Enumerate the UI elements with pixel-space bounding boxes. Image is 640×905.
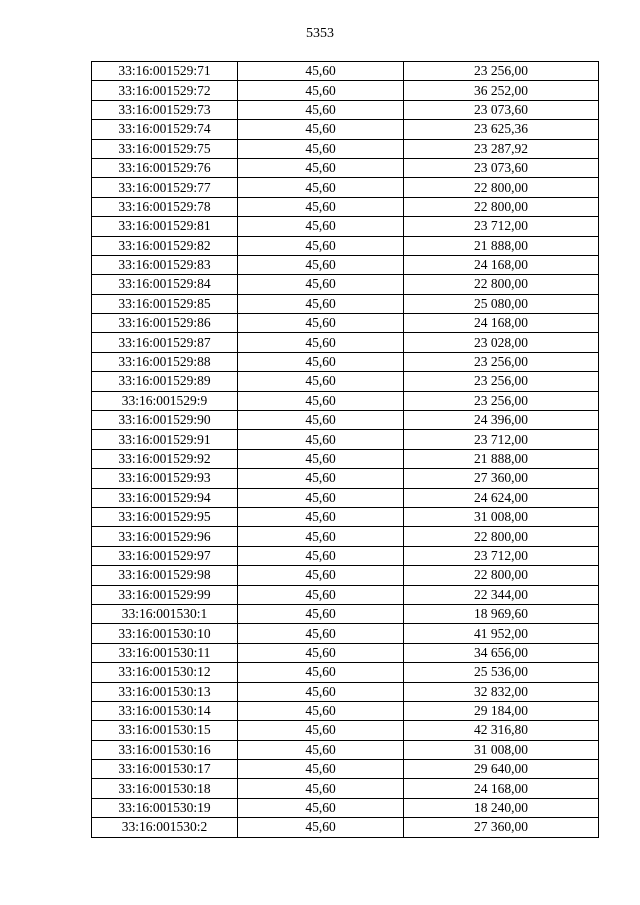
cadastral-number-cell: 33:16:001529:95 bbox=[92, 507, 238, 526]
area-cell: 45,60 bbox=[238, 488, 404, 507]
table-row bbox=[92, 488, 599, 507]
value-cell: 23 625,36 bbox=[404, 120, 599, 139]
area-cell: 45,60 bbox=[238, 779, 404, 798]
value-cell: 24 168,00 bbox=[404, 314, 599, 333]
value-cell: 27 360,00 bbox=[404, 818, 599, 837]
value-cell: 22 344,00 bbox=[404, 585, 599, 604]
cadastral-number-cell: 33:16:001529:86 bbox=[92, 314, 238, 333]
value-cell: 23 028,00 bbox=[404, 333, 599, 352]
area-cell: 45,60 bbox=[238, 120, 404, 139]
area-cell: 45,60 bbox=[238, 352, 404, 371]
area-cell: 45,60 bbox=[238, 158, 404, 177]
cadastral-number-cell: 33:16:001530:17 bbox=[92, 760, 238, 779]
area-cell: 45,60 bbox=[238, 255, 404, 274]
table-row bbox=[92, 585, 599, 604]
value-cell: 24 396,00 bbox=[404, 411, 599, 430]
cadastral-number-cell: 33:16:001530:2 bbox=[92, 818, 238, 837]
area-cell: 45,60 bbox=[238, 469, 404, 488]
cadastral-number-cell: 33:16:001529:92 bbox=[92, 449, 238, 468]
value-cell: 41 952,00 bbox=[404, 624, 599, 643]
value-cell: 21 888,00 bbox=[404, 449, 599, 468]
value-cell: 23 073,60 bbox=[404, 100, 599, 119]
cadastral-number-cell: 33:16:001529:98 bbox=[92, 566, 238, 585]
value-cell: 23 712,00 bbox=[404, 430, 599, 449]
value-cell: 18 969,60 bbox=[404, 604, 599, 623]
value-cell: 23 256,00 bbox=[404, 391, 599, 410]
table-row bbox=[92, 352, 599, 371]
cadastral-number-cell: 33:16:001529:9 bbox=[92, 391, 238, 410]
value-cell: 22 800,00 bbox=[404, 566, 599, 585]
table-row bbox=[92, 372, 599, 391]
area-cell: 45,60 bbox=[238, 81, 404, 100]
area-cell: 45,60 bbox=[238, 314, 404, 333]
table-row bbox=[92, 566, 599, 585]
page-number: 5353 bbox=[306, 26, 334, 41]
table-row bbox=[92, 721, 599, 740]
cadastral-number-cell: 33:16:001529:85 bbox=[92, 294, 238, 313]
cadastral-number-cell: 33:16:001530:14 bbox=[92, 701, 238, 720]
cadastral-number-cell: 33:16:001530:16 bbox=[92, 740, 238, 759]
cadastral-number-cell: 33:16:001529:89 bbox=[92, 372, 238, 391]
table-row bbox=[92, 818, 599, 837]
cadastral-number-cell: 33:16:001529:91 bbox=[92, 430, 238, 449]
value-cell: 22 800,00 bbox=[404, 527, 599, 546]
value-cell: 23 256,00 bbox=[404, 352, 599, 371]
table-row bbox=[92, 469, 599, 488]
area-cell: 45,60 bbox=[238, 217, 404, 236]
table-row bbox=[92, 701, 599, 720]
value-cell: 42 316,80 bbox=[404, 721, 599, 740]
table-row bbox=[92, 682, 599, 701]
area-cell: 45,60 bbox=[238, 275, 404, 294]
area-cell: 45,60 bbox=[238, 333, 404, 352]
cadastral-number-cell: 33:16:001529:99 bbox=[92, 585, 238, 604]
table-row bbox=[92, 120, 599, 139]
value-cell: 29 640,00 bbox=[404, 760, 599, 779]
area-cell: 45,60 bbox=[238, 100, 404, 119]
cadastral-number-cell: 33:16:001529:72 bbox=[92, 81, 238, 100]
table-row bbox=[92, 740, 599, 759]
table-row bbox=[92, 139, 599, 158]
table-row bbox=[92, 81, 599, 100]
table-row bbox=[92, 158, 599, 177]
value-cell: 36 252,00 bbox=[404, 81, 599, 100]
value-cell: 24 624,00 bbox=[404, 488, 599, 507]
area-cell: 45,60 bbox=[238, 391, 404, 410]
area-cell: 45,60 bbox=[238, 430, 404, 449]
area-cell: 45,60 bbox=[238, 740, 404, 759]
cadastral-number-cell: 33:16:001530:11 bbox=[92, 643, 238, 662]
area-cell: 45,60 bbox=[238, 721, 404, 740]
area-cell: 45,60 bbox=[238, 197, 404, 216]
table-row bbox=[92, 798, 599, 817]
cadastral-number-cell: 33:16:001529:93 bbox=[92, 469, 238, 488]
value-cell: 23 073,60 bbox=[404, 158, 599, 177]
table-row bbox=[92, 779, 599, 798]
table-row bbox=[92, 430, 599, 449]
cadastral-number-cell: 33:16:001529:88 bbox=[92, 352, 238, 371]
value-cell: 31 008,00 bbox=[404, 740, 599, 759]
cadastral-number-cell: 33:16:001529:83 bbox=[92, 255, 238, 274]
value-cell: 22 800,00 bbox=[404, 275, 599, 294]
cadastral-number-cell: 33:16:001529:94 bbox=[92, 488, 238, 507]
cadastral-number-cell: 33:16:001529:82 bbox=[92, 236, 238, 255]
cadastral-number-cell: 33:16:001529:81 bbox=[92, 217, 238, 236]
table-row bbox=[92, 62, 599, 81]
area-cell: 45,60 bbox=[238, 236, 404, 255]
table-row bbox=[92, 624, 599, 643]
area-cell: 45,60 bbox=[238, 643, 404, 662]
cadastral-number-cell: 33:16:001529:74 bbox=[92, 120, 238, 139]
value-cell: 24 168,00 bbox=[404, 255, 599, 274]
table-row bbox=[92, 217, 599, 236]
area-cell: 45,60 bbox=[238, 62, 404, 81]
table-body bbox=[92, 62, 599, 838]
cadastral-number-cell: 33:16:001530:13 bbox=[92, 682, 238, 701]
table-row bbox=[92, 178, 599, 197]
value-cell: 25 080,00 bbox=[404, 294, 599, 313]
value-cell: 23 287,92 bbox=[404, 139, 599, 158]
area-cell: 45,60 bbox=[238, 682, 404, 701]
cadastral-number-cell: 33:16:001529:77 bbox=[92, 178, 238, 197]
area-cell: 45,60 bbox=[238, 760, 404, 779]
area-cell: 45,60 bbox=[238, 798, 404, 817]
cadastral-number-cell: 33:16:001529:97 bbox=[92, 546, 238, 565]
value-cell: 25 536,00 bbox=[404, 663, 599, 682]
table-row bbox=[92, 411, 599, 430]
cadastral-number-cell: 33:16:001530:19 bbox=[92, 798, 238, 817]
table-row bbox=[92, 507, 599, 526]
table-row bbox=[92, 760, 599, 779]
table-row bbox=[92, 449, 599, 468]
table-row bbox=[92, 255, 599, 274]
cadastral-number-cell: 33:16:001529:90 bbox=[92, 411, 238, 430]
value-cell: 21 888,00 bbox=[404, 236, 599, 255]
value-cell: 23 256,00 bbox=[404, 372, 599, 391]
value-cell: 18 240,00 bbox=[404, 798, 599, 817]
area-cell: 45,60 bbox=[238, 178, 404, 197]
table-row bbox=[92, 275, 599, 294]
value-cell: 29 184,00 bbox=[404, 701, 599, 720]
cadastral-number-cell: 33:16:001530:1 bbox=[92, 604, 238, 623]
table-row bbox=[92, 663, 599, 682]
cadastral-number-cell: 33:16:001529:78 bbox=[92, 197, 238, 216]
table-row bbox=[92, 314, 599, 333]
cadastral-table bbox=[91, 61, 599, 838]
value-cell: 31 008,00 bbox=[404, 507, 599, 526]
cadastral-number-cell: 33:16:001529:96 bbox=[92, 527, 238, 546]
area-cell: 45,60 bbox=[238, 139, 404, 158]
area-cell: 45,60 bbox=[238, 818, 404, 837]
area-cell: 45,60 bbox=[238, 294, 404, 313]
table-row bbox=[92, 527, 599, 546]
area-cell: 45,60 bbox=[238, 585, 404, 604]
cadastral-number-cell: 33:16:001529:76 bbox=[92, 158, 238, 177]
cadastral-number-cell: 33:16:001530:18 bbox=[92, 779, 238, 798]
value-cell: 34 656,00 bbox=[404, 643, 599, 662]
table-row bbox=[92, 333, 599, 352]
area-cell: 45,60 bbox=[238, 566, 404, 585]
value-cell: 23 712,00 bbox=[404, 217, 599, 236]
value-cell: 22 800,00 bbox=[404, 197, 599, 216]
area-cell: 45,60 bbox=[238, 527, 404, 546]
area-cell: 45,60 bbox=[238, 701, 404, 720]
value-cell: 27 360,00 bbox=[404, 469, 599, 488]
table-row bbox=[92, 643, 599, 662]
area-cell: 45,60 bbox=[238, 624, 404, 643]
cadastral-number-cell: 33:16:001530:10 bbox=[92, 624, 238, 643]
table-row bbox=[92, 604, 599, 623]
area-cell: 45,60 bbox=[238, 449, 404, 468]
area-cell: 45,60 bbox=[238, 546, 404, 565]
cadastral-number-cell: 33:16:001529:75 bbox=[92, 139, 238, 158]
area-cell: 45,60 bbox=[238, 604, 404, 623]
cadastral-number-cell: 33:16:001529:87 bbox=[92, 333, 238, 352]
cadastral-number-cell: 33:16:001530:15 bbox=[92, 721, 238, 740]
cadastral-number-cell: 33:16:001530:12 bbox=[92, 663, 238, 682]
value-cell: 24 168,00 bbox=[404, 779, 599, 798]
table-row bbox=[92, 546, 599, 565]
area-cell: 45,60 bbox=[238, 663, 404, 682]
table-row bbox=[92, 100, 599, 119]
area-cell: 45,60 bbox=[238, 372, 404, 391]
cadastral-number-cell: 33:16:001529:71 bbox=[92, 62, 238, 81]
area-cell: 45,60 bbox=[238, 411, 404, 430]
value-cell: 23 712,00 bbox=[404, 546, 599, 565]
table-row bbox=[92, 294, 599, 313]
value-cell: 32 832,00 bbox=[404, 682, 599, 701]
value-cell: 22 800,00 bbox=[404, 178, 599, 197]
cadastral-number-cell: 33:16:001529:84 bbox=[92, 275, 238, 294]
table-row bbox=[92, 236, 599, 255]
value-cell: 23 256,00 bbox=[404, 62, 599, 81]
area-cell: 45,60 bbox=[238, 507, 404, 526]
table-row bbox=[92, 197, 599, 216]
cadastral-number-cell: 33:16:001529:73 bbox=[92, 100, 238, 119]
table-row bbox=[92, 391, 599, 410]
